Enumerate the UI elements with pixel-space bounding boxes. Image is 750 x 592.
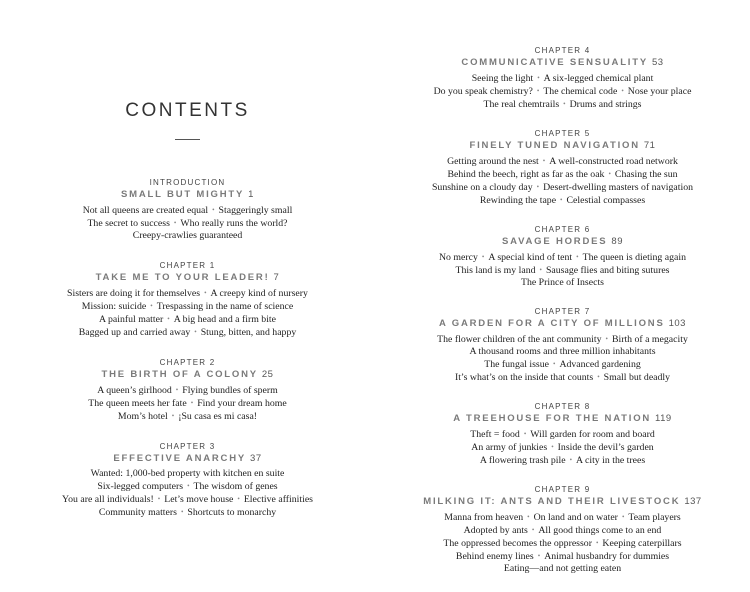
chapter-entry xyxy=(0,177,375,242)
section-line xyxy=(0,300,375,313)
section-line xyxy=(0,410,375,423)
section-line xyxy=(375,537,750,550)
chapter-page-number: 137 xyxy=(684,496,702,507)
bullet-separator: • xyxy=(563,100,566,108)
section-title: Manna from heaven xyxy=(444,512,524,523)
section-title: All good things come to an end xyxy=(538,525,662,536)
section-title: Behind the beech, right as far as the oak xyxy=(447,169,605,180)
section-line xyxy=(0,204,375,217)
bullet-separator: • xyxy=(536,183,540,191)
section-title: Nose your place xyxy=(627,86,692,97)
section-line xyxy=(0,230,375,242)
section-title: This land is my land xyxy=(455,265,536,276)
section-title: Not all queens are created equal xyxy=(82,205,209,216)
section-line xyxy=(0,217,375,230)
section-title: Do you speak chemistry? xyxy=(433,86,533,97)
section-title: Eating—and not getting eaten xyxy=(503,563,622,574)
section-title: Wanted: 1,000-bed property with kitchen en suite xyxy=(90,468,285,479)
chapter-title-row xyxy=(0,188,375,202)
section-title: A painful matter xyxy=(99,314,164,325)
section-title: Drums and strings xyxy=(569,99,642,110)
section-title: The queen meets her fate xyxy=(88,398,187,409)
section-title: A special kind of tent xyxy=(488,252,573,263)
chapter-label: CHAPTER 5 xyxy=(534,129,591,138)
section-title: A big head and a firm bite xyxy=(173,314,276,325)
section-title: Getting around the nest xyxy=(447,156,539,167)
bullet-separator: • xyxy=(552,360,556,368)
section-line xyxy=(375,168,750,181)
section-title: Behind enemy lines xyxy=(455,551,534,562)
chapter-title: COMMUNICATIVE SENSUALITY xyxy=(461,57,648,68)
chapter-entry xyxy=(375,401,750,467)
heading-divider xyxy=(175,139,200,140)
chapter-page-number: 53 xyxy=(652,57,664,68)
bullet-separator: • xyxy=(537,74,540,82)
bullet-separator: • xyxy=(576,253,579,261)
section-title: The queen is dieting again xyxy=(582,252,686,263)
right-page xyxy=(375,0,750,580)
section-line xyxy=(375,511,750,524)
section-line xyxy=(375,194,750,207)
section-line xyxy=(375,346,750,358)
section-title: Let’s move house xyxy=(164,494,234,505)
section-title: Bagged up and carried away xyxy=(78,327,191,338)
right-chapter-list xyxy=(375,45,750,592)
section-title: Creepy-crawlies guaranteed xyxy=(132,230,243,241)
chapter-title-row xyxy=(375,495,750,509)
section-title: The fungal issue xyxy=(484,359,549,370)
section-title: You are all individuals! xyxy=(62,494,154,505)
section-title: Keeping caterpillars xyxy=(602,538,682,549)
chapter-title-row xyxy=(375,56,750,70)
section-title: Who really runs the world? xyxy=(180,218,288,229)
section-title: The flower children of the ant community xyxy=(437,334,602,345)
section-line xyxy=(0,480,375,493)
section-title: A city in the trees xyxy=(576,455,646,466)
section-line xyxy=(375,428,750,441)
bullet-separator: • xyxy=(551,443,554,451)
section-line xyxy=(0,287,375,300)
section-title: The secret to success xyxy=(87,218,170,229)
section-title: Sausage flies and biting sutures xyxy=(545,265,670,276)
chapter-page-number: 37 xyxy=(250,453,262,464)
section-line xyxy=(375,181,750,194)
bullet-separator: • xyxy=(527,513,530,521)
chapter-title-row xyxy=(0,368,375,382)
chapter-title: THE BIRTH OF A COLONY xyxy=(101,369,258,380)
section-title: The oppressed becomes the oppressor xyxy=(443,538,592,549)
chapter-title: A TREEHOUSE FOR THE NATION xyxy=(453,413,652,424)
bullet-separator: • xyxy=(597,373,600,381)
section-line xyxy=(375,155,750,168)
chapter-label: CHAPTER 6 xyxy=(534,225,591,234)
bullet-separator: • xyxy=(608,170,611,178)
chapter-title: A GARDEN FOR A CITY OF MILLIONS xyxy=(439,318,665,329)
bullet-separator: • xyxy=(481,253,485,261)
section-title: Sunshine on a cloudy day xyxy=(431,182,533,193)
chapter-title-row xyxy=(375,412,750,426)
section-title: On land and on water xyxy=(533,512,618,523)
bullet-separator: • xyxy=(595,539,599,547)
section-title: Flying bundles of sperm xyxy=(182,385,278,396)
chapter-title-row xyxy=(0,271,375,285)
section-line xyxy=(375,563,750,575)
section-title: A queen’s girlhood xyxy=(97,385,172,396)
section-title: Mission: suicide xyxy=(81,301,147,312)
bullet-separator: • xyxy=(569,456,573,464)
bullet-separator: • xyxy=(173,219,177,227)
section-line xyxy=(0,506,375,519)
section-line xyxy=(0,397,375,410)
chapter-entry xyxy=(375,306,750,384)
chapter-page-number: 71 xyxy=(643,140,656,151)
section-line xyxy=(0,326,375,339)
section-title: Will garden for room and board xyxy=(530,429,655,440)
section-title: The real chemtrails xyxy=(483,99,560,110)
chapter-page-number: 25 xyxy=(261,369,274,380)
chapter-label: CHAPTER 7 xyxy=(534,307,591,316)
bullet-separator: • xyxy=(204,289,207,297)
chapter-title-row xyxy=(375,317,750,331)
chapter-page-number: 119 xyxy=(655,413,672,424)
left-page xyxy=(0,0,375,580)
section-line xyxy=(375,371,750,384)
section-title: Advanced gardening xyxy=(559,359,641,370)
section-title: Animal husbandry for dummies xyxy=(544,551,670,562)
section-line xyxy=(0,493,375,506)
bullet-separator: • xyxy=(167,315,170,323)
section-title: Sisters are doing it for themselves xyxy=(67,288,201,299)
section-title: A well-constructed road network xyxy=(549,156,678,167)
section-line xyxy=(375,333,750,346)
chapter-entry xyxy=(375,224,750,289)
section-line xyxy=(375,550,750,563)
left-chapter-list xyxy=(0,177,375,537)
section-title: Desert-dwelling masters of navigation xyxy=(543,182,694,193)
section-title: Birth of a megacity xyxy=(611,334,688,345)
chapter-title: TAKE ME TO YOUR LEADER! xyxy=(95,272,270,283)
section-title: A creepy kind of nursery xyxy=(210,288,308,299)
bullet-separator: • xyxy=(621,87,624,95)
section-title: Chasing the sun xyxy=(614,169,678,180)
section-title: Mom’s hotel xyxy=(117,411,168,422)
chapter-title-row xyxy=(375,139,750,153)
section-line xyxy=(375,72,750,85)
section-title: A thousand rooms and three million inhabitants xyxy=(469,346,656,357)
bullet-separator: • xyxy=(212,206,215,214)
section-title: Shortcuts to monarchy xyxy=(187,507,277,518)
bullet-separator: • xyxy=(150,302,153,310)
section-title: The Prince of Insects xyxy=(521,277,604,288)
bullet-separator: • xyxy=(187,482,190,490)
bullet-separator: • xyxy=(175,386,179,394)
chapter-label: CHAPTER 9 xyxy=(534,485,591,494)
section-title: Trespassing in the name of science xyxy=(156,301,294,312)
bullet-separator: • xyxy=(537,552,541,560)
chapter-title: FINELY TUNED NAVIGATION xyxy=(469,140,640,151)
section-title: Theft = food xyxy=(470,429,520,440)
section-title: It’s what’s on the inside that counts xyxy=(454,372,594,383)
chapter-label: CHAPTER 4 xyxy=(534,46,591,55)
chapter-page-number: 103 xyxy=(668,318,686,329)
contents-heading: CONTENTS xyxy=(125,100,250,121)
chapter-label: INTRODUCTION xyxy=(149,178,226,187)
chapter-entry xyxy=(375,484,750,575)
section-line xyxy=(375,98,750,111)
bullet-separator: • xyxy=(523,430,527,438)
chapter-page-number: 7 xyxy=(273,272,280,283)
chapter-label: CHAPTER 8 xyxy=(534,402,591,411)
section-title: Elective affinities xyxy=(243,494,313,505)
chapter-entry xyxy=(375,128,750,207)
chapter-entry xyxy=(375,45,750,111)
section-title: A six-legged chemical plant xyxy=(543,73,654,84)
section-line xyxy=(375,277,750,289)
chapter-entry xyxy=(0,260,375,339)
chapter-entry xyxy=(0,441,375,519)
bullet-separator: • xyxy=(539,266,542,274)
section-title: Staggeringly small xyxy=(218,205,293,216)
bullet-separator: • xyxy=(237,495,240,503)
chapter-title: SAVAGE HORDES xyxy=(502,236,608,247)
bullet-separator: • xyxy=(560,196,563,204)
section-line xyxy=(0,384,375,397)
section-title: The chemical code xyxy=(543,86,618,97)
section-title: Seeing the light xyxy=(471,73,534,84)
section-line xyxy=(0,313,375,326)
section-line xyxy=(375,524,750,537)
chapter-title: MILKING IT: ANTS AND THEIR LIVESTOCK xyxy=(423,496,681,507)
chapter-title-row xyxy=(375,235,750,249)
section-title: The wisdom of genes xyxy=(193,481,278,492)
chapter-entry xyxy=(0,357,375,423)
section-title: Team players xyxy=(628,512,681,523)
bullet-separator: • xyxy=(171,412,175,420)
section-line xyxy=(375,358,750,371)
section-title: Small but deadly xyxy=(603,372,671,383)
section-line xyxy=(375,264,750,277)
section-title: Adopted by ants xyxy=(463,525,528,536)
section-title: ¡Su casa es mi casa! xyxy=(178,411,258,422)
chapter-title-row xyxy=(0,452,375,466)
section-line xyxy=(375,454,750,467)
bullet-separator: • xyxy=(194,328,197,336)
section-title: Celestial compasses xyxy=(566,195,646,206)
bullet-separator: • xyxy=(157,495,161,503)
section-title: Stung, bitten, and happy xyxy=(200,327,297,338)
chapter-page-number: 89 xyxy=(611,236,623,247)
section-title: Six-legged computers xyxy=(97,481,184,492)
section-title: No mercy xyxy=(438,252,478,263)
bullet-separator: • xyxy=(531,526,535,534)
section-line xyxy=(375,251,750,264)
section-title: Find your dream home xyxy=(197,398,287,409)
bullet-separator: • xyxy=(190,399,194,407)
section-title: Rewinding the tape xyxy=(479,195,557,206)
section-title: A flowering trash pile xyxy=(479,455,566,466)
bullet-separator: • xyxy=(542,157,546,165)
bullet-separator: • xyxy=(621,513,625,521)
chapter-title: SMALL BUT MIGHTY xyxy=(121,189,245,200)
section-line xyxy=(375,85,750,98)
section-title: Inside the devil’s garden xyxy=(557,442,654,453)
section-title: Community matters xyxy=(98,507,177,518)
chapter-title: EFFECTIVE ANARCHY xyxy=(113,453,247,464)
section-line xyxy=(375,441,750,454)
chapter-label: CHAPTER 1 xyxy=(159,261,216,270)
chapter-label: CHAPTER 2 xyxy=(159,358,216,367)
section-line xyxy=(0,468,375,480)
bullet-separator: • xyxy=(536,87,540,95)
chapter-page-number: 1 xyxy=(248,189,254,200)
bullet-separator: • xyxy=(605,335,608,343)
chapter-label: CHAPTER 3 xyxy=(159,442,216,451)
bullet-separator: • xyxy=(180,508,184,516)
section-title: An army of junkies xyxy=(471,442,548,453)
